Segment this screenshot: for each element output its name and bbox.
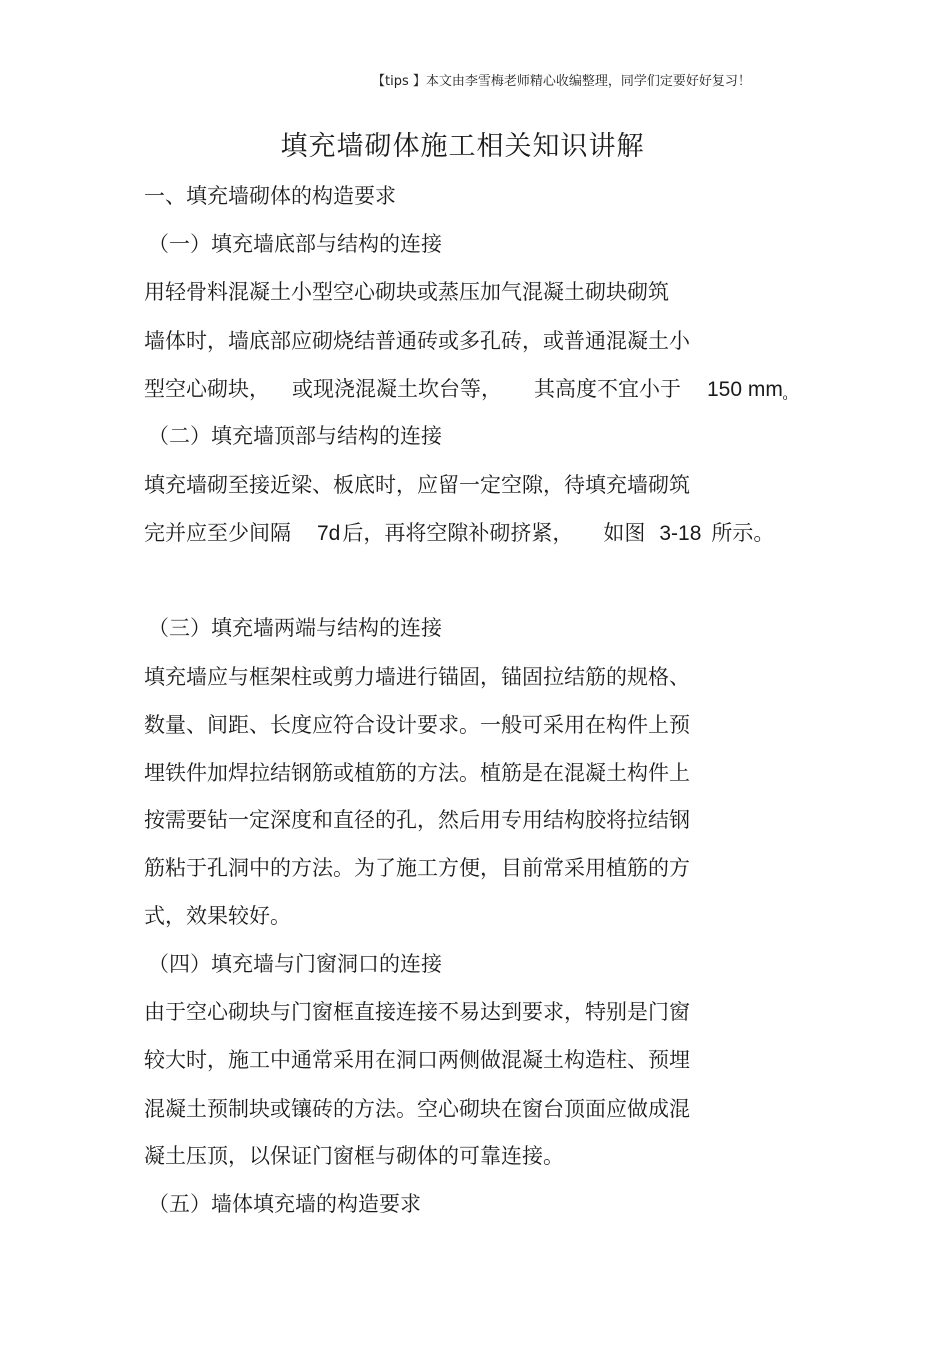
paragraph-line: 填充墙应与框架柱或剪力墙进行锚固，锚固拉结筋的规格、 xyxy=(144,665,690,689)
figure-reference: 3-18 xyxy=(659,522,702,545)
text-segment: 如图 xyxy=(603,521,646,545)
height-value: 150 mm xyxy=(707,378,783,401)
paragraph-line: 由于空心砌块与门窗框直接连接不易达到要求，特别是门窗 xyxy=(144,1000,690,1024)
text-segment: 其高度不宜小于 xyxy=(534,377,681,401)
paragraph-line: 填充墙砌至接近梁、板底时，应留一定空隙，待填充墙砌筑 xyxy=(144,473,690,497)
text-segment: 完并应至少间隔 xyxy=(144,521,291,545)
subsection-heading-1: （一）填充墙底部与结构的连接 xyxy=(148,232,442,256)
subsection-heading-2: （二）填充墙顶部与结构的连接 xyxy=(148,424,442,448)
paragraph-line: 数量、间距、长度应符合设计要求。一般可采用在构件上预 xyxy=(144,713,690,737)
subsection-heading-5: （五）墙体填充墙的构造要求 xyxy=(148,1192,421,1216)
paragraph-line: 混凝土预制块或镶砖的方法。空心砌块在窗台顶面应做成混 xyxy=(144,1097,690,1121)
paragraph-line: 按需要钻一定深度和直径的孔，然后用专用结构胶将拉结钢 xyxy=(144,808,690,832)
text-segment: 型空心砌块， xyxy=(144,377,270,401)
paragraph-line: 较大时，施工中通常采用在洞口两侧做混凝土构造柱、预埋 xyxy=(144,1048,690,1072)
text-segment: 所示。 xyxy=(711,521,775,545)
paragraph-line: 筋粘于孔洞中的方法。为了施工方便，目前常采用植筋的方 xyxy=(144,856,690,880)
text-segment: 后，再将空隙补砌挤紧， xyxy=(342,521,574,545)
paragraph-line xyxy=(144,375,787,412)
subsection-heading-3: （三）填充墙两端与结构的连接 xyxy=(148,616,442,640)
paragraph-line: 埋铁件加焊拉结钢筋或植筋的方法。植筋是在混凝土构件上 xyxy=(144,761,690,785)
interval-value: 7d xyxy=(317,522,341,545)
text-segment: 或现浇混凝土坎台等， xyxy=(292,377,502,401)
paragraph-line: 墙体时，墙底部应砌烧结普通砖或多孔砖，或普通混凝土小 xyxy=(144,329,690,353)
text-segment: o xyxy=(782,393,788,402)
page-title: 填充墙砌体施工相关知识讲解 xyxy=(280,131,645,162)
paragraph-line: 用轻骨料混凝土小型空心砌块或蒸压加气混凝土砌块砌筑 xyxy=(144,280,669,304)
paragraph-line xyxy=(144,519,774,548)
header-tips: 【tips 】本文由李雪梅老师精心收编整理，同学们定要好好复习！ xyxy=(372,74,751,89)
section-heading-1: 一、填充墙砌体的构造要求 xyxy=(144,184,396,208)
paragraph-line: 凝土压顶，以保证门窗框与砌体的可靠连接。 xyxy=(144,1144,564,1168)
paragraph-line: 式，效果较好。 xyxy=(144,904,291,928)
subsection-heading-4: （四）填充墙与门窗洞口的连接 xyxy=(148,952,442,976)
